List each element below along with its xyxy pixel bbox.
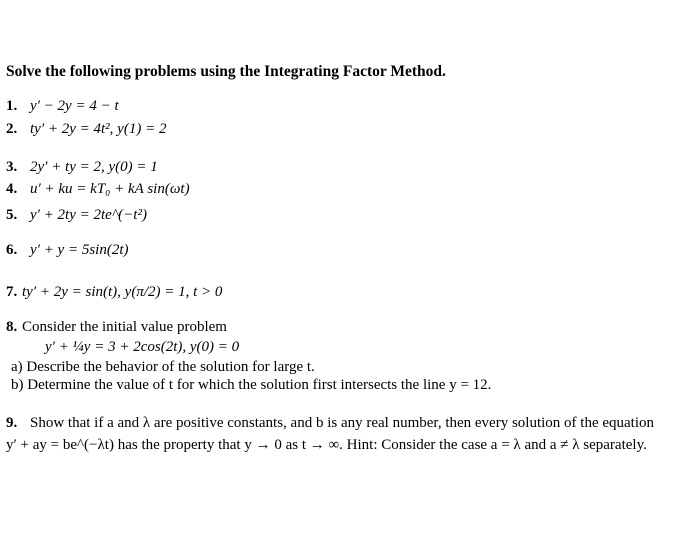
problem-number: 2. — [6, 121, 18, 137]
problem-equation: y′ + 2ty = 2te^(−t²) — [30, 207, 147, 223]
problem-9-line-2 — [6, 436, 647, 454]
problem-2 — [6, 120, 166, 138]
problem-9-line-1 — [6, 414, 654, 432]
problem-6 — [6, 241, 129, 259]
problem-number: 1. — [6, 98, 18, 114]
problem-equation: u′ + ku = kT₀ + kA sin(ωt) — [30, 181, 190, 197]
problem-number: 9. — [6, 415, 18, 431]
problem-equation: 2y′ + ty = 2, y(0) = 1 — [30, 159, 158, 175]
problem-equation: y′ − 2y = 4 − t — [30, 98, 119, 114]
problem-equation: y′ + y = 5sin(2t) — [30, 242, 129, 258]
problem-number: 5. — [6, 207, 18, 223]
problem-5 — [6, 206, 147, 224]
problem-text: Consider the initial value problem — [22, 319, 227, 335]
problem-equation: y′ + ¼y = 3 + 2cos(2t), y(0) = 0 — [45, 339, 240, 355]
problem-8-part-b: b) Determine the value of t for which the solution first intersects the line y = 12. — [11, 377, 492, 393]
problem-8-equation — [45, 338, 239, 356]
problem-1 — [6, 97, 119, 115]
problem-equation: ty′ + 2y = sin(t), y(π/2) = 1, t > 0 — [22, 284, 223, 300]
problem-number: 4. — [6, 181, 18, 197]
problem-number: 7. — [6, 284, 18, 300]
problem-7 — [6, 283, 222, 301]
problem-number: 3. — [6, 159, 18, 175]
problem-3 — [6, 158, 158, 176]
page-heading: Solve the following problems using the Integrating Factor Method. — [6, 63, 446, 80]
problem-number: 8. — [6, 319, 18, 335]
problem-text: Show that if a and λ are positive constants, and b is any real number, then every solution of the equation — [30, 415, 655, 431]
problem-number: 6. — [6, 242, 18, 258]
problem-4 — [6, 180, 190, 198]
problem-text: y′ + ay = be^(−λt) has the property that y → 0 as t → ∞. Hint: Consider the case a = λ and a ≠ λ separately. — [6, 437, 647, 453]
problem-equation: ty′ + 2y = 4t², y(1) = 2 — [30, 121, 167, 137]
problem-8-part-a: a) Describe the behavior of the solution for large t. — [11, 359, 315, 375]
problem-8-intro — [6, 318, 227, 336]
